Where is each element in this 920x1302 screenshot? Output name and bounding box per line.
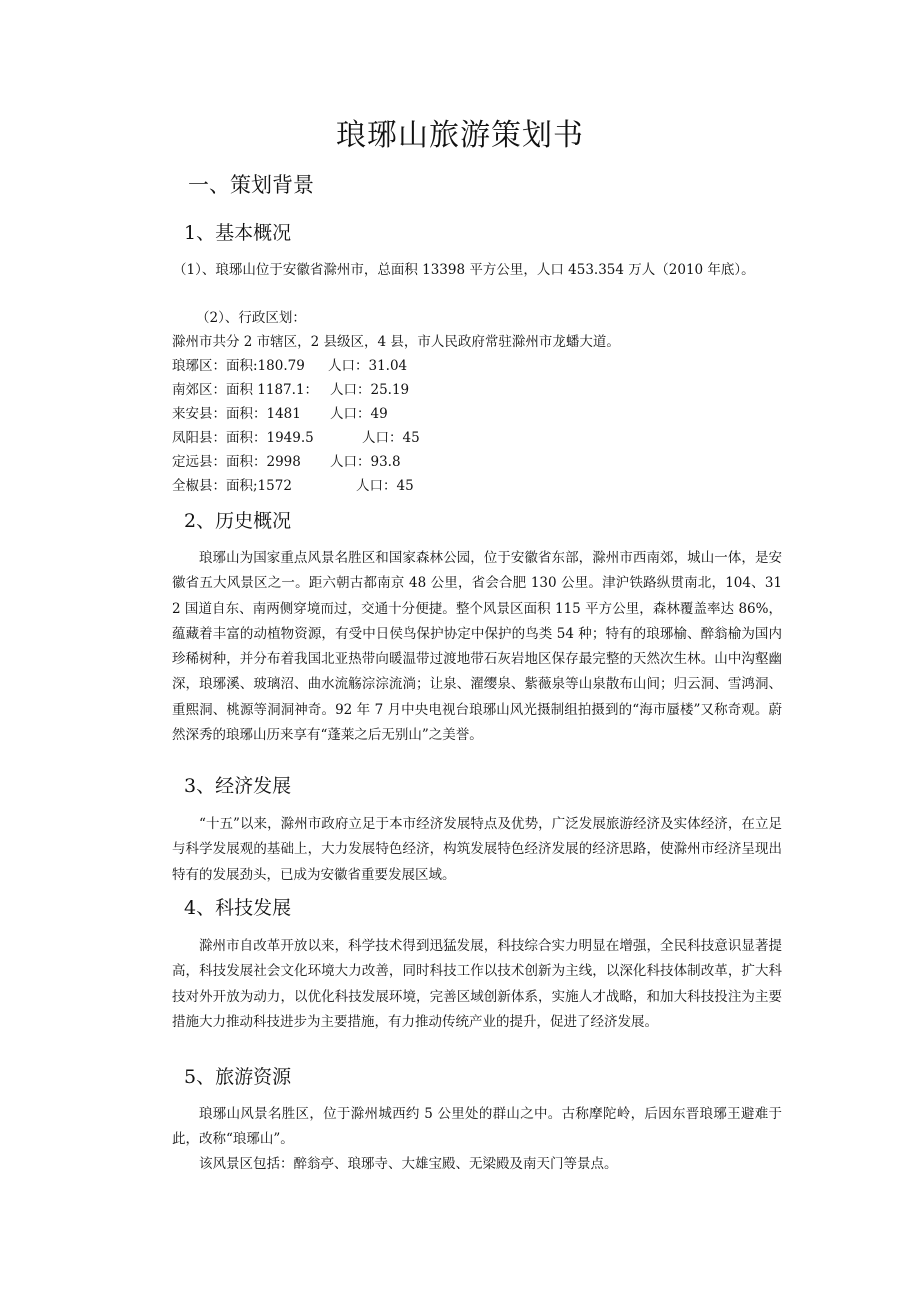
district-population: 人口：25.19 [330,382,410,398]
subheading-history: 2、历史概况 [184,510,292,532]
district-area: 凤阳县：面积：1949.5 [172,430,314,446]
subheading-tourism: 5、旅游资源 [184,1066,292,1088]
district-area: 琅琊区：面积:180.79 [172,358,305,374]
subheading-technology: 4、科技发展 [184,897,292,919]
district-area: 南郊区：面积 1187.1： [172,382,319,398]
paragraph-tourism-spots: 该风景区包括：醉翁亭、琅琊寺、大雄宝殿、无梁殿及南天门等景点。 [199,1156,618,1172]
district-row [172,402,388,426]
paragraph-tourism-location: 琅琊山风景名胜区，位于滁州城西约 5 公里处的群山之中。古称摩陀岭，后因东晋琅琊王避难于此，改称“琅琊山”。 [172,1106,782,1148]
district-row [172,426,420,450]
paragraph-location: （1）、琅琊山位于安徽省滁州市，总面积 13398 平方公里，人口 453.354 万人（2010 年底）。 [173,262,755,278]
district-population: 人口：49 [330,406,388,422]
district-row [172,474,414,498]
paragraph-admin-label: （2）、行政区划： [196,310,306,326]
subheading-basic-overview: 1、基本概况 [184,222,292,244]
district-population: 人口：45 [356,478,414,494]
paragraph-history: 琅琊山为国家重点风景名胜区和国家森林公园，位于安徽省东部，滁州市西南郊，城山一体，是安徽省五大风景区之一。距六朝古都南京 48 公里，省会合肥 130 公里。津沪铁路纵贯南北，104、312 国道自东、南两侧穿境而过，交通十分便捷。整个风景区面积 115 平方公里，森林覆盖率达 86%，蕴藏着丰富的动植物资源，有受中日侯鸟保护协定中保护的鸟类 54 种；特有的琅琊榆、醉翁榆为国内珍稀树种，并分布着我国北亚热带向暖温带过渡地带石灰岩地区保存最完整的天然次生林。山中沟壑幽深，琅琊溪、玻璃沼、曲水流觞淙淙流淌；让泉、濯缨泉、紫薇泉等山泉散布山间；归云洞、雪鸿洞、重熙洞、桃源等洞洞神奇。92 年 7 月中央电视台琅琊山风光摄制组拍摄到的“海市蜃楼”又称奇观。蔚然深秀的琅琊山历来享有“蓬莱之后无别山”之美誉。 [172,550,782,744]
subheading-economy: 3、经济发展 [184,775,292,797]
paragraph-technology: 滁州市自改革开放以来，科学技术得到迅猛发展，科技综合实力明显在增强，全民科技意识显著提高，科技发展社会文化环境大力改善，同时科技工作以技术创新为主线，以深化科技体制改革，扩大科技对外开放为动力，以优化科技发展环境，完善区域创新体系，实施人才战略，和加大科技投注为主要措施大力推动科技进步为主要措施，有力推动传统产业的提升，促进了经济发展。 [172,938,782,1030]
district-population: 人口：45 [362,430,420,446]
document-title: 琅琊山旅游策划书 [336,118,584,153]
paragraph-admin-text: 滁州市共分 2 市辖区，2 县级区，4 县，市人民政府常驻滁州市龙蟠大道。 [172,334,620,350]
district-row [172,378,410,402]
district-area: 来安县：面积：1481 [172,406,301,422]
district-population: 人口：93.8 [330,454,401,470]
district-row [172,450,401,474]
section-heading-background: 一、策划背景 [188,173,314,197]
paragraph-economy: “十五”以来，滁州市政府立足于本市经济发展特点及优势，广泛发展旅游经济及实体经济，在立足与科学发展观的基础上，大力发展特色经济，构筑发展特色经济发展的经济思路，使滁州市经济呈现出特有的发展劲头，已成为安徽省重要发展区域。 [172,816,782,883]
district-population: 人口：31.04 [328,358,408,374]
district-area: 定远县：面积：2998 [172,454,301,470]
district-row [172,354,408,378]
district-area: 全椒县：面积;1572 [172,478,292,494]
